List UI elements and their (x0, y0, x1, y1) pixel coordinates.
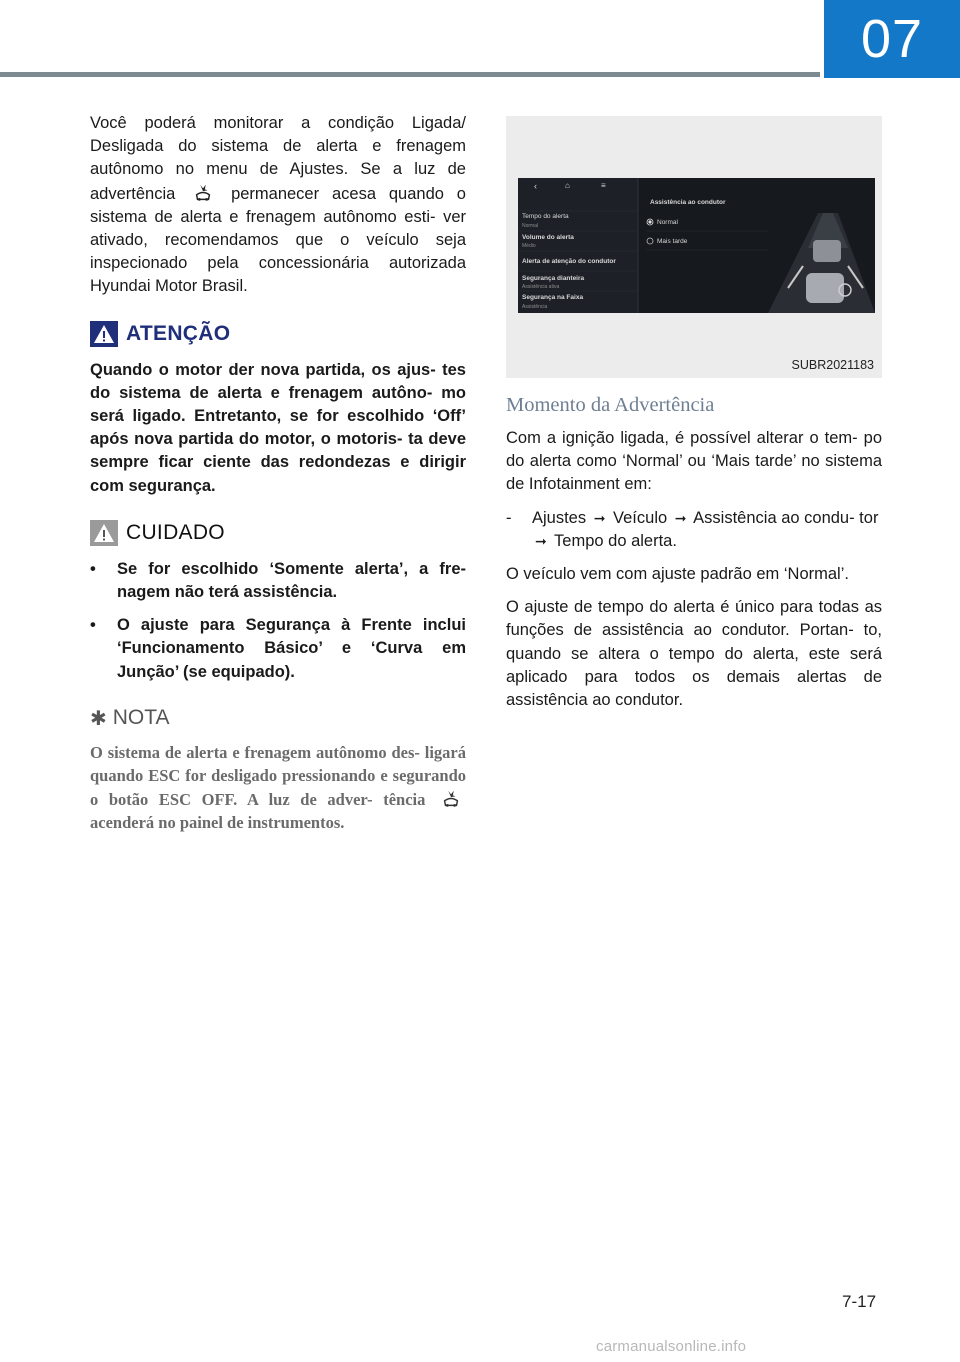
step: Ajustes (532, 508, 587, 527)
collision-warning-icon (192, 182, 214, 204)
screen-menu-item[interactable]: Segurança dianteira (522, 275, 585, 282)
screen-menu-item[interactable]: Segurança na Faixa (522, 294, 584, 301)
screen-header: Assistência ao condutor (650, 199, 726, 206)
header-rule (0, 72, 820, 77)
nota-text-2: acenderá no painel de instrumentos. (90, 813, 345, 833)
paragraph: O ajuste de tempo do alerta é único para todas as funções de assistência ao condutor. Portan- to, quando se altera o tempo do alerta, este será aplicado para todos os demais alertas de assistência ao condutor. (506, 598, 882, 710)
dash: - (506, 508, 512, 527)
nota-title: NOTA (112, 706, 170, 730)
screen-option-mais-tarde[interactable]: Mais tarde (657, 238, 688, 245)
arrow-right-icon: ➞ (593, 509, 606, 526)
menu-path (506, 507, 882, 553)
screen-menu-sub: Normal (522, 223, 539, 229)
back-icon[interactable]: ‹ (534, 181, 537, 191)
arrow-right-icon: ➞ (535, 532, 547, 549)
screen-menu-sub: Médio (522, 243, 536, 249)
screen-menu-sub: Assistência ativa (522, 284, 560, 290)
right-column (506, 116, 882, 722)
intro-text-2: permanecer acesa quando o sistema de alerta e frenagem autônomo esti- ver ativado, recomendamos que o veículo seja inspecionado pela concessionária autorizada Hyundai Motor Brasil. (90, 184, 466, 296)
intro-paragraph (90, 112, 466, 299)
caution-triangle-icon (90, 520, 118, 546)
page-number: 7-17 (842, 1292, 877, 1311)
left-column (90, 112, 466, 835)
list-item: • O ajuste para Segurança à Frente inclui ‘Funcionamento Básico’ e ‘Curva em Junção’ (se equipado). (90, 614, 466, 684)
infotainment-screen (518, 178, 875, 313)
atencao-text: Quando o motor der nova partida, os ajus- tes do sistema de alerta e frenagem autôno- mo será ligado. Entretanto, se for escolhido ‘Off’ após nova partida do motor, o motoris- ta deve sempre ficar ciente das redondezas e dirigir com segurança. (90, 360, 466, 495)
collision-warning-icon (440, 788, 462, 810)
menu-icon[interactable]: ≡ (601, 181, 606, 190)
section-title: Momento da Advertência (506, 394, 715, 416)
list-item: • Se for escolhido ‘Somente alerta’, a fre- nagem não terá assistência. (90, 558, 466, 604)
nota-text-1: O sistema de alerta e frenagem autônomo des- ligará quando ESC for desligado pressionando e segurando o botão ESC OFF. A luz de adver- tência (90, 742, 466, 809)
atencao-title: ATENÇÃO (126, 321, 231, 345)
step: Assistência ao condu- tor (693, 508, 879, 527)
cuidado-title: CUIDADO (126, 520, 225, 544)
arrow-right-icon: ➞ (674, 509, 687, 526)
home-icon[interactable]: ⌂ (565, 181, 570, 190)
step: Veículo (613, 508, 668, 527)
nota-paragraph (90, 741, 466, 835)
warning-triangle-icon (90, 321, 118, 347)
screen-menu-item[interactable]: Volume do alerta (522, 234, 574, 241)
screen-menu-item[interactable]: Alerta de atenção do condutor (522, 258, 616, 265)
paragraph: O veículo vem com ajuste padrão em ‘Normal’. (506, 565, 849, 584)
paragraph: Com a ignição ligada, é possível alterar o tem- po do alerta como ‘Normal’ ou ‘Mais tarde’ no sistema de Infotainment em: (506, 429, 882, 494)
nota-heading (90, 706, 466, 731)
cuidado-list (90, 558, 466, 684)
watermark: carmanualsonline.info (596, 1338, 747, 1355)
intro-text-1: Você poderá monitorar a condição Ligada/ Desligada do sistema de alerta e frenagem autônomo no menu de Ajustes. Se a luz de advertência (90, 114, 466, 203)
asterisk-icon: ✱ (90, 707, 107, 730)
step: Tempo do alerta. (554, 531, 677, 550)
screen-menu-sub: Assistência (522, 304, 548, 310)
chapter-tab: 07 (824, 0, 960, 78)
screen-menu-item[interactable]: Tempo do alerta (522, 213, 569, 220)
screen-option-normal[interactable]: Normal (657, 219, 678, 226)
infotainment-figure (506, 116, 882, 378)
cuidado-heading (90, 520, 466, 546)
atencao-heading (90, 321, 466, 347)
figure-code: SUBR2021183 (791, 358, 874, 372)
